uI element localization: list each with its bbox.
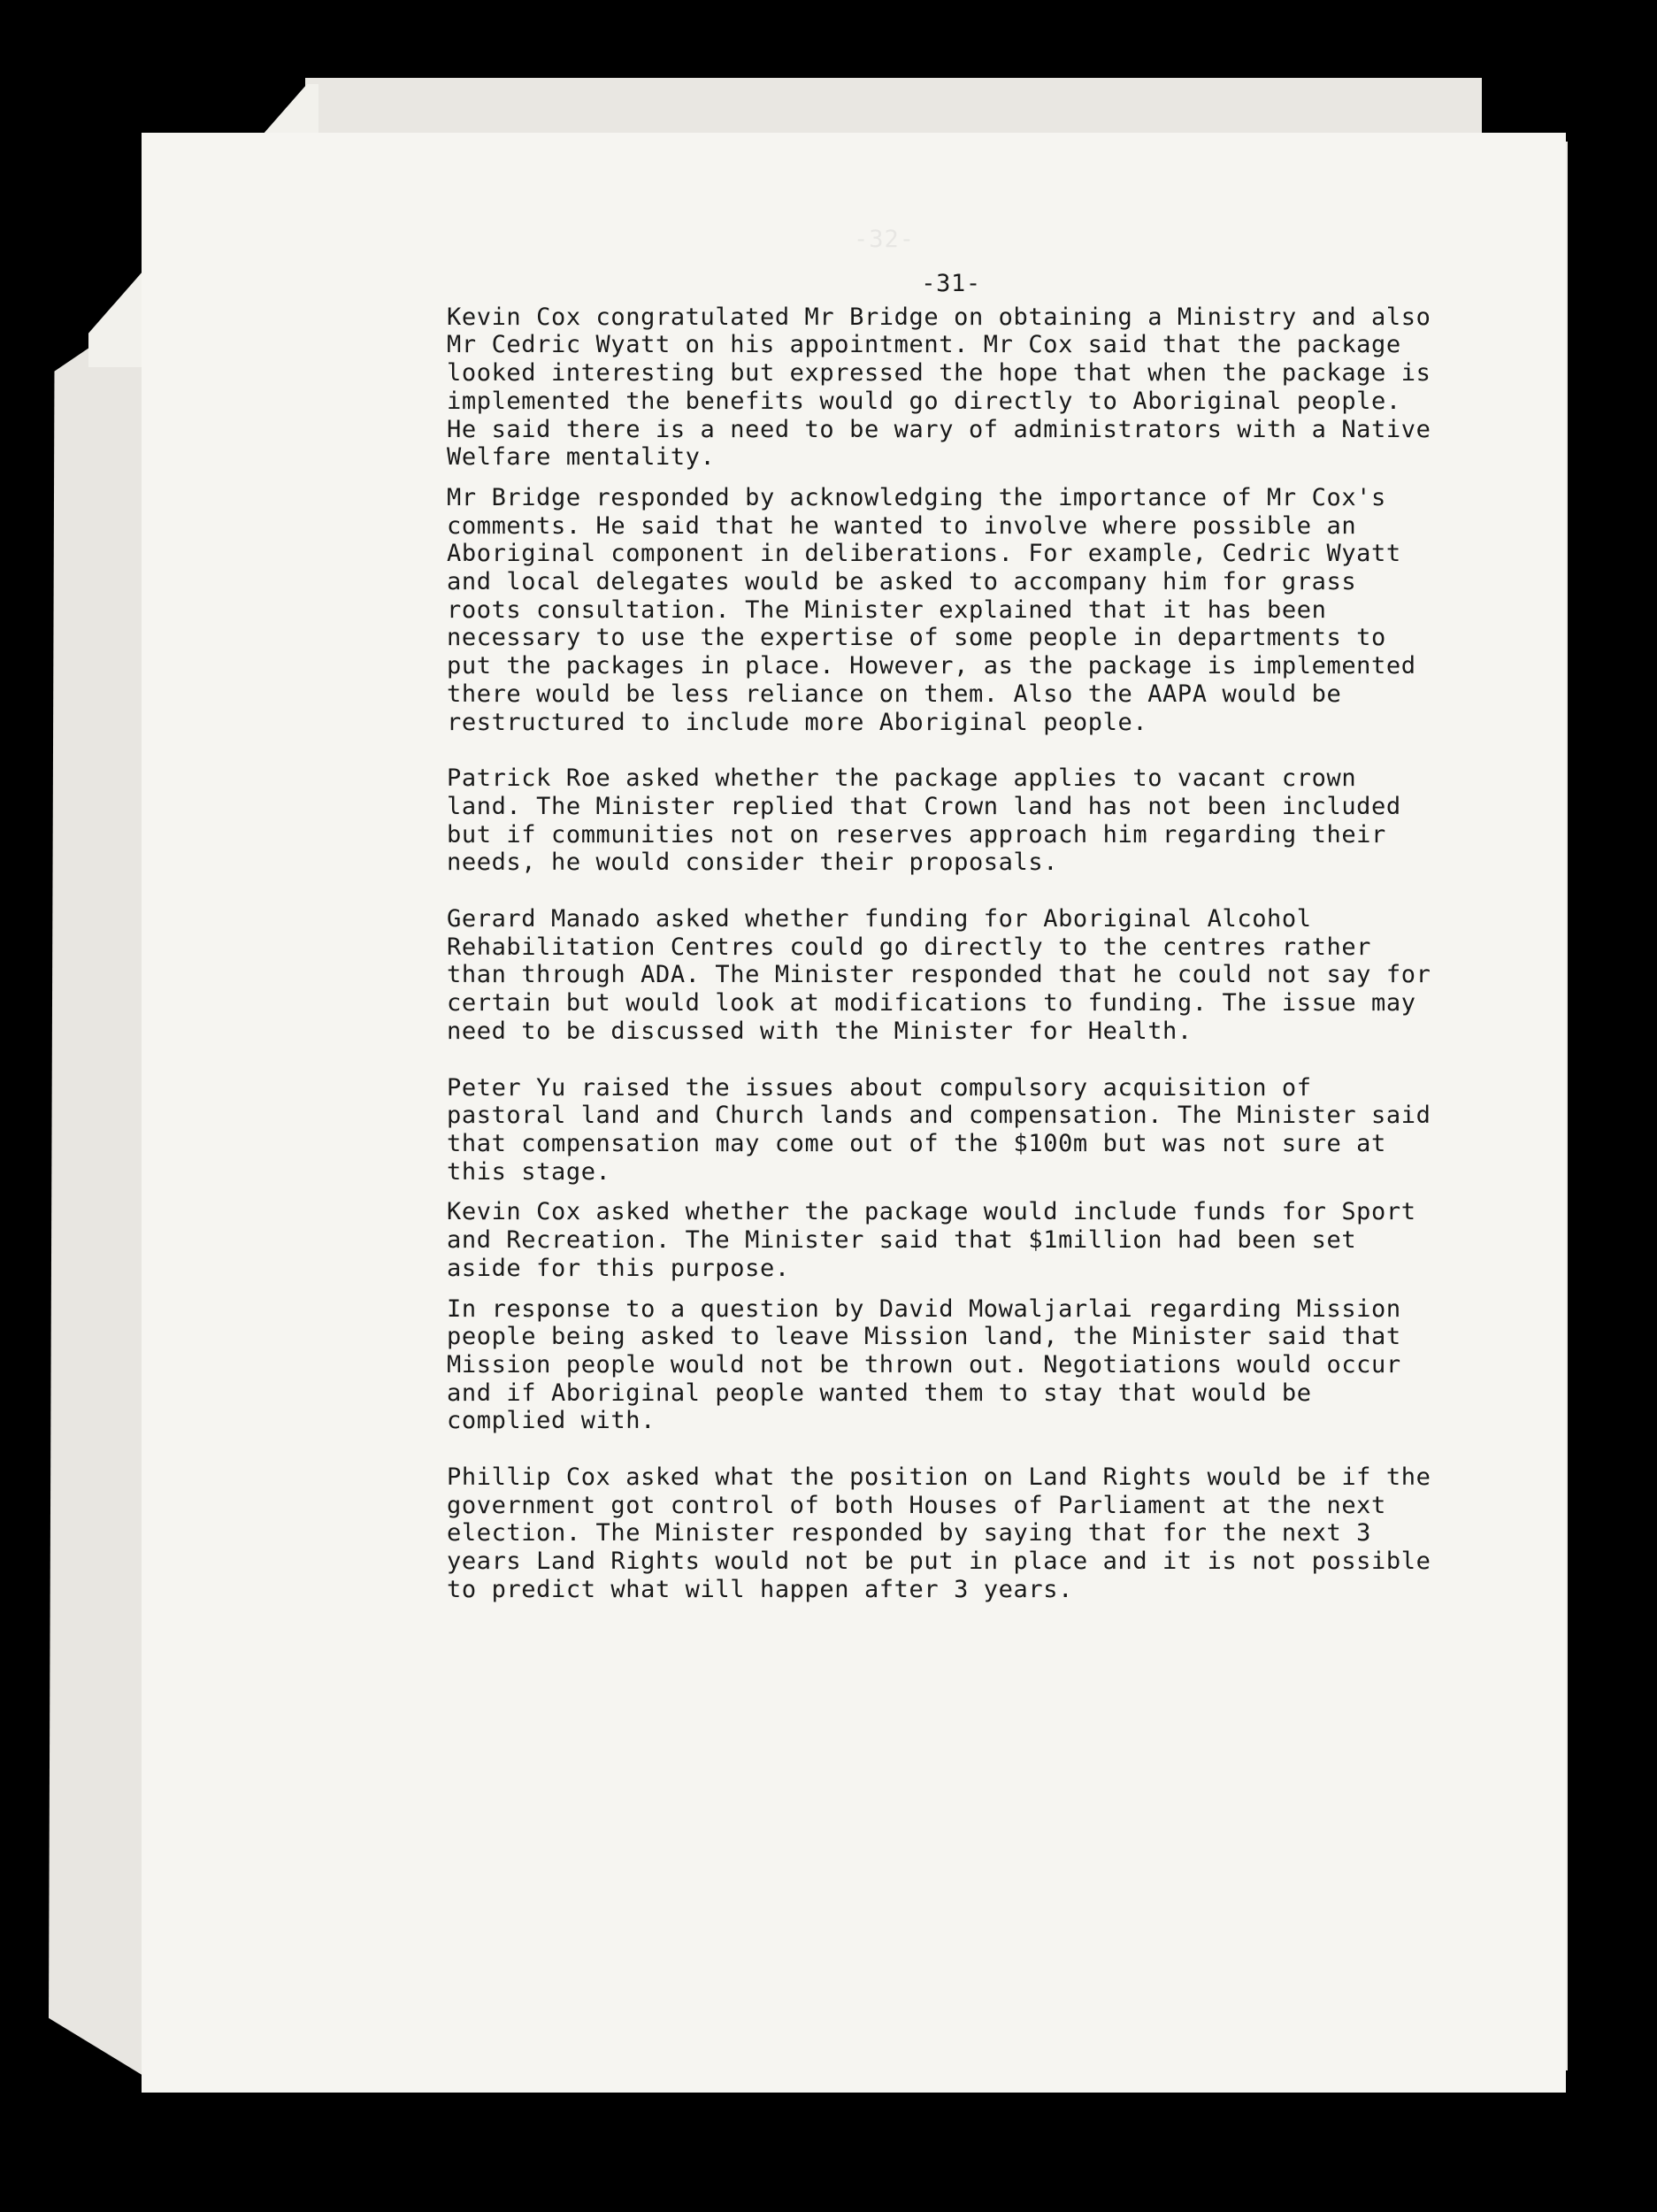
paragraph-peter-yu: Peter Yu raised the issues about compulsory acquisition of pastoral land and Church lands and compensation. The Minister said that compensation may come out of the $100m but was not sure at this stage. (447, 1073, 1431, 1186)
paragraph-kevin-cox-2: Kevin Cox asked whether the package would include funds for Sport and Recreation. The Minister said that $1million had been set aside for this purpose. (447, 1198, 1416, 1282)
paragraph-patrick-roe: Patrick Roe asked whether the package applies to vacant crown land. The Minister replied that Crown land has not been included but if communities not on reserves approach him regarding their needs, he would consider their proposals. (447, 764, 1401, 877)
page-number: -31- (921, 270, 981, 297)
back-sheet-top (305, 78, 1482, 140)
page-content (447, 270, 1438, 1632)
paragraph-mr-bridge: Mr Bridge responded by acknowledging the importance of Mr Cox's comments. He said that he wanted to involve where possible an Aboriginal component in deliberations. For example, Cedric Wyatt and local delegates would be asked to accompany him for grass roots consultation. The Minister explained that it has been necessary to use the expertise of some people in departments to put the packages in place. However, as the package is implemented there would be less reliance on them. Also the AAPA would be restructured to include more Aboriginal people. (447, 483, 1416, 736)
paragraph-david-mowaljarlai: In response to a question by David Mowaljarlai regarding Mission people being asked to leave Mission land, the Minister said that Mission people would not be thrown out. Negotiations would occur and if Aboriginal people wanted them to stay that would be complied with. (447, 1294, 1401, 1435)
show-through-page-number: -32- (854, 226, 916, 253)
paragraph-kevin-cox-1: Kevin Cox congratulated Mr Bridge on obtaining a Ministry and also Mr Cedric Wyatt on his appointment. Mr Cox said that the package looked interesting but expressed the hope that when the package is implemented the benefits would go directly to Aboriginal people. He said there is a need to be wary of administrators with a Native Welfare mentality. (447, 303, 1431, 472)
paragraph-gerard-manado: Gerard Manado asked whether funding for Aboriginal Alcohol Rehabilitation Centres could go directly to the centres rather than through ADA. The Minister responded that he could not say for certain but would look at modifications to funding. The issue may need to be discussed with the Minister for Health. (447, 905, 1431, 1045)
paragraph-phillip-cox: Phillip Cox asked what the position on Land Rights would be if the government got control of both Houses of Parliament at the next election. The Minister responded by saying that for the next 3 years Land Rights would not be put in place and it is not possible to predict what will happen after 3 years. (447, 1463, 1431, 1603)
